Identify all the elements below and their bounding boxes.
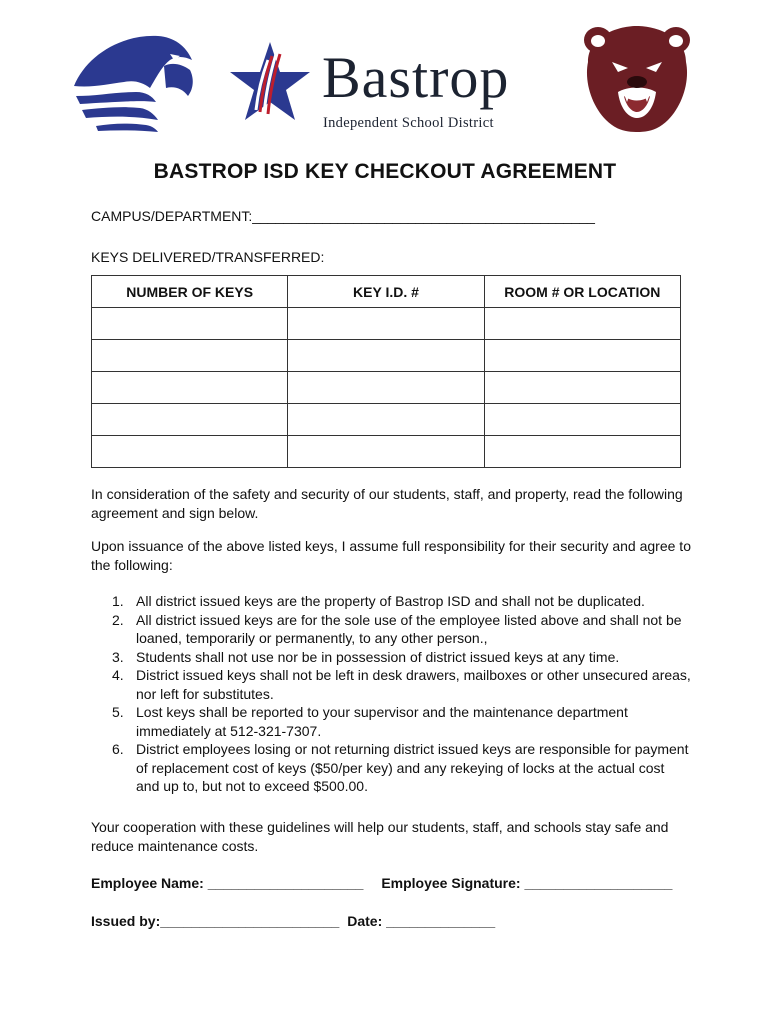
list-number: 3. bbox=[112, 648, 124, 665]
table-row bbox=[92, 340, 681, 372]
brand-name: Bastrop bbox=[322, 45, 510, 110]
table-cell[interactable] bbox=[484, 404, 680, 436]
table-row bbox=[92, 308, 681, 340]
date-field[interactable]: Date: ______________ bbox=[347, 913, 496, 929]
keys-delivered-label: KEYS DELIVERED/TRANSFERRED: bbox=[91, 249, 325, 265]
table-cell[interactable] bbox=[484, 308, 680, 340]
table-cell[interactable] bbox=[484, 436, 680, 468]
list-text: District issued keys shall not be left in desk drawers, mailboxes or other unsecured areas, nor left for substitutes. bbox=[136, 667, 691, 702]
list-text: Students shall not use nor be in possession of district issued keys at any time. bbox=[136, 648, 620, 665]
list-number: 2. bbox=[112, 611, 124, 628]
list-item bbox=[112, 666, 691, 703]
table-row bbox=[92, 436, 681, 468]
list-item bbox=[112, 740, 691, 796]
eagle-logo bbox=[66, 26, 196, 134]
issued-by-field[interactable]: Issued by:_______________________ bbox=[91, 913, 340, 929]
list-number: 1. bbox=[112, 593, 124, 609]
table-cell[interactable] bbox=[288, 308, 484, 340]
list-number: 6. bbox=[112, 741, 124, 757]
list-text: Lost keys shall be reported to your supervisor and the maintenance department immediately at 512-321-7307. bbox=[136, 704, 628, 739]
table-cell[interactable] bbox=[484, 372, 680, 404]
campus-department-field[interactable]: CAMPUS/DEPARTMENT:____________________________________________ bbox=[91, 208, 595, 224]
keys-table bbox=[91, 275, 681, 468]
list-number: 4. bbox=[112, 667, 124, 683]
table-row bbox=[92, 404, 681, 436]
table-cell[interactable] bbox=[92, 404, 288, 436]
table-header-row bbox=[92, 276, 681, 308]
intro-paragraph: In consideration of the safety and security of our students, staff, and property, read the following agreement and sign below. bbox=[91, 486, 683, 521]
signature-row bbox=[91, 875, 672, 891]
list-text: District employees losing or not returning district issued keys are responsible for payment of replacement cost of keys ($50/per key) and any rekeying of locks at the actual cost and up to, but not to exceed $500.00. bbox=[136, 741, 689, 794]
table-cell[interactable] bbox=[92, 372, 288, 404]
header-key-id: KEY I.D. # bbox=[288, 276, 484, 308]
list-item bbox=[112, 703, 691, 740]
employee-signature-field[interactable]: Employee Signature: ___________________ bbox=[381, 875, 673, 891]
employee-name-field[interactable]: Employee Name: ____________________ bbox=[91, 875, 364, 891]
table-cell[interactable] bbox=[484, 340, 680, 372]
table-cell[interactable] bbox=[288, 340, 484, 372]
table-cell[interactable] bbox=[92, 340, 288, 372]
table-row bbox=[92, 372, 681, 404]
bear-logo bbox=[578, 22, 696, 134]
header-logos bbox=[0, 22, 770, 137]
issued-row bbox=[91, 913, 495, 929]
issuance-paragraph: Upon issuance of the above listed keys, I assume full responsibility for their security and agree to the following: bbox=[91, 538, 691, 573]
rules-list bbox=[91, 592, 691, 796]
header-number-of-keys: NUMBER OF KEYS bbox=[92, 276, 288, 308]
brand-subtitle: Independent School District bbox=[323, 115, 494, 131]
table-cell[interactable] bbox=[288, 372, 484, 404]
list-number: 5. bbox=[112, 704, 124, 720]
table-cell[interactable] bbox=[92, 308, 288, 340]
list-item bbox=[112, 592, 691, 611]
list-item bbox=[112, 611, 691, 648]
table-cell[interactable] bbox=[288, 404, 484, 436]
bastrop-isd-logo bbox=[228, 40, 548, 140]
page-title: BASTROP ISD KEY CHECKOUT AGREEMENT bbox=[153, 160, 617, 183]
header-room-location: ROOM # OR LOCATION bbox=[484, 276, 680, 308]
closing-paragraph: Your cooperation with these guidelines will help our students, staff, and schools stay safe and reduce maintenance costs. bbox=[91, 819, 669, 854]
table-cell[interactable] bbox=[92, 436, 288, 468]
list-item bbox=[112, 648, 691, 667]
table-cell[interactable] bbox=[288, 436, 484, 468]
star-icon bbox=[228, 40, 312, 124]
list-text: All district issued keys are for the sole use of the employee listed above and shall not be loaned, temporarily or permanently, to any other person., bbox=[136, 611, 682, 646]
list-text: All district issued keys are the property of Bastrop ISD and shall not be duplicated. bbox=[136, 593, 645, 609]
